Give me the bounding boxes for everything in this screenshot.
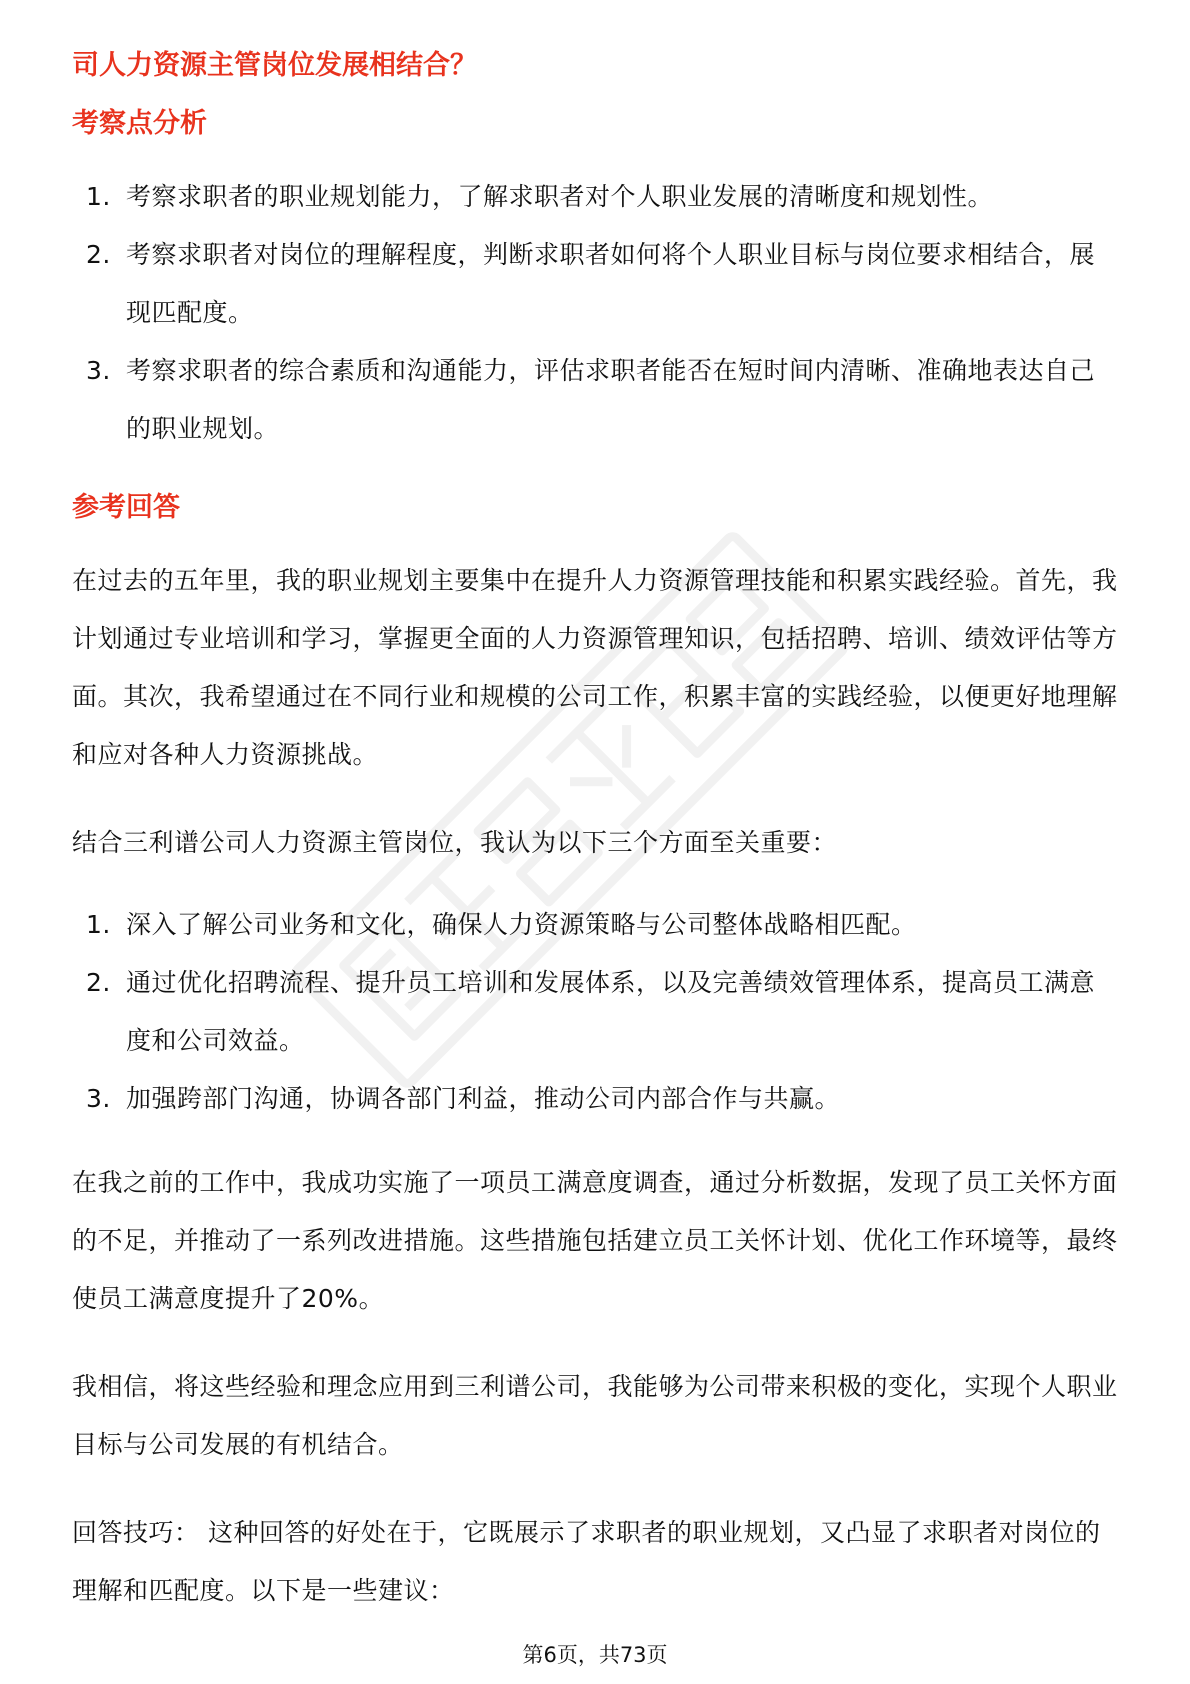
- continued-question-heading: 司人力资源主管岗位发展相结合？: [72, 50, 477, 81]
- list-item: [72, 954, 1120, 1070]
- list-number: 3.: [86, 1084, 111, 1113]
- page-content: [72, 46, 1120, 1650]
- page-number-footer: 第6页，共73页: [522, 1643, 668, 1667]
- list-text: 考察求职者的职业规划能力，了解求职者对个人职业发展的清晰度和规划性。: [126, 182, 994, 211]
- list-number: 2.: [86, 240, 111, 269]
- answer-paragraph-2: 结合三利谱公司人力资源主管岗位，我认为以下三个方面至关重要：: [72, 828, 838, 857]
- list-number: 1.: [86, 910, 111, 939]
- list-text: 考察求职者的综合素质和沟通能力，评估求职者能否在短时间内清晰、准确地表达自己的职业规划。: [126, 356, 1096, 443]
- list-number: 1.: [86, 182, 111, 211]
- list-text: 通过优化招聘流程、提升员工培训和发展体系，以及完善绩效管理体系，提高员工满意度和公司效益。: [126, 968, 1096, 1055]
- answer-paragraph-1: 在过去的五年里，我的职业规划主要集中在提升人力资源管理技能和积累实践经验。首先，我计划通过专业培训和学习，掌握更全面的人力资源管理知识，包括招聘、培训、绩效评估等方面。其次，我希望通过在不同行业和规模的公司工作，积累丰富的实践经验，以便更好地理解和应对各种人力资源挑战。: [72, 566, 1118, 769]
- list-text: 加强跨部门沟通，协调各部门利益，推动公司内部合作与共赢。: [126, 1084, 841, 1113]
- analysis-heading: 考察点分析: [72, 108, 207, 139]
- list-number: 2.: [86, 968, 111, 997]
- answer-heading: 参考回答: [72, 492, 180, 523]
- list-item: [72, 226, 1120, 342]
- list-item: [72, 896, 1120, 954]
- analysis-list: [72, 168, 1120, 458]
- list-text: 深入了解公司业务和文化，确保人力资源策略与公司整体战略相匹配。: [126, 910, 917, 939]
- list-item: [72, 168, 1120, 226]
- answer-paragraph-3: 在我之前的工作中，我成功实施了一项员工满意度调查，通过分析数据，发现了员工关怀方面的不足，并推动了一系列改进措施。这些措施包括建立员工关怀计划、优化工作环境等，最终使员工满意度提升了20%。: [72, 1168, 1118, 1313]
- list-text: 考察求职者对岗位的理解程度，判断求职者如何将个人职业目标与岗位要求相结合，展现匹配度。: [126, 240, 1096, 327]
- answer-tips-paragraph: 回答技巧： 这种回答的好处在于，它既展示了求职者的职业规划，又凸显了求职者对岗位的理解和匹配度。以下是一些建议：: [72, 1518, 1101, 1605]
- list-item: [72, 1070, 1120, 1128]
- answer-list: [72, 896, 1120, 1128]
- list-item: [72, 342, 1120, 458]
- list-number: 3.: [86, 356, 111, 385]
- answer-paragraph-4: 我相信，将这些经验和理念应用到三利谱公司，我能够为公司带来积极的变化，实现个人职业目标与公司发展的有机结合。: [72, 1372, 1118, 1459]
